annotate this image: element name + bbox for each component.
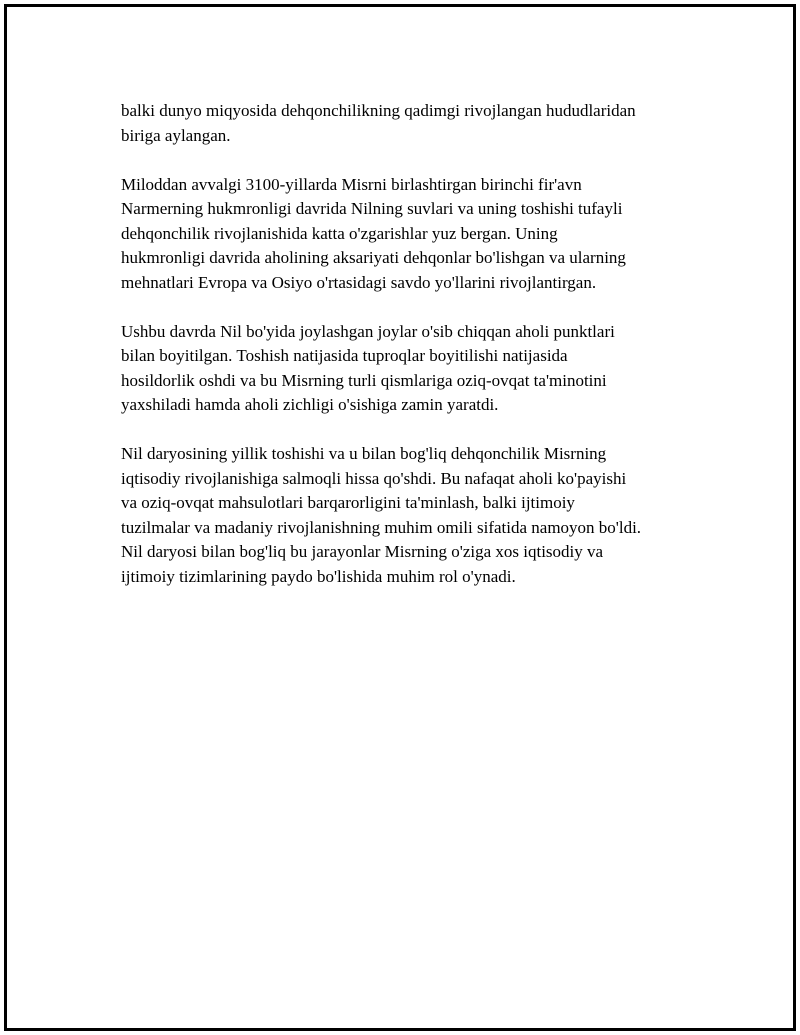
paragraph-line: Nil daryosi bilan bog'liq bu jarayonlar Misrning o'ziga xos iqtisodiy va (121, 542, 604, 561)
paragraph-line: hukmronligi davrida aholining aksariyati dehqonlar bo'lishgan va ularning (121, 248, 626, 267)
paragraph-line: Miloddan avvalgi 3100-yillarda Misrni birlashtirgan birinchi fir'avn (121, 174, 582, 194)
paragraph-4 (121, 442, 701, 589)
document-body (121, 99, 701, 589)
paragraph-1 (121, 99, 701, 148)
paragraph-line: bilan boyitilgan. Toshish natijasida tuproqlar boyitilishi natijasida (121, 346, 568, 365)
paragraph-3 (121, 320, 701, 418)
paragraph-line: ijtimoiy tizimlarining paydo bo'lishida muhim rol o'ynadi. (121, 566, 516, 586)
page-frame (4, 4, 796, 1031)
paragraph-line: mehnatlari Evropa va Osiyo o'rtasidagi savdo yo'llarini rivojlantirgan. (121, 272, 597, 292)
paragraph-2 (121, 173, 701, 296)
paragraph-line: hosildorlik oshdi va bu Misrning turli qismlariga oziq-ovqat ta'minotini (121, 370, 607, 390)
paragraph-line: iqtisodiy rivojlanishiga salmoqli hissa qo'shdi. Bu nafaqat aholi ko'payishi (121, 468, 627, 488)
paragraph-line: balki dunyo miqyosida dehqonchilikning qadimgi rivojlangan hududlaridan (121, 101, 636, 120)
paragraph-line: Ushbu davrda Nil bo'yida joylashgan joylar o'sib chiqqan aholi punktlari (121, 321, 615, 341)
paragraph-line: yaxshiladi hamda aholi zichligi o'sishiga zamin yaratdi. (121, 395, 499, 414)
paragraph-line: Nil daryosining yillik toshishi va u bilan bog'liq dehqonchilik Misrning (121, 444, 607, 463)
paragraph-line: biriga aylangan. (121, 125, 231, 145)
paragraph-line: Narmerning hukmronligi davrida Nilning suvlari va uning toshishi tufayli (121, 199, 623, 218)
paragraph-line: va oziq-ovqat mahsulotlari barqarorligini ta'minlash, balki ijtimoiy (121, 493, 575, 512)
paragraph-line: tuzilmalar va madaniy rivojlanishning muhim omili sifatida namoyon bo'ldi. (121, 517, 642, 537)
paragraph-line: dehqonchilik rivojlanishida katta o'zgarishlar yuz bergan. Uning (121, 223, 558, 243)
